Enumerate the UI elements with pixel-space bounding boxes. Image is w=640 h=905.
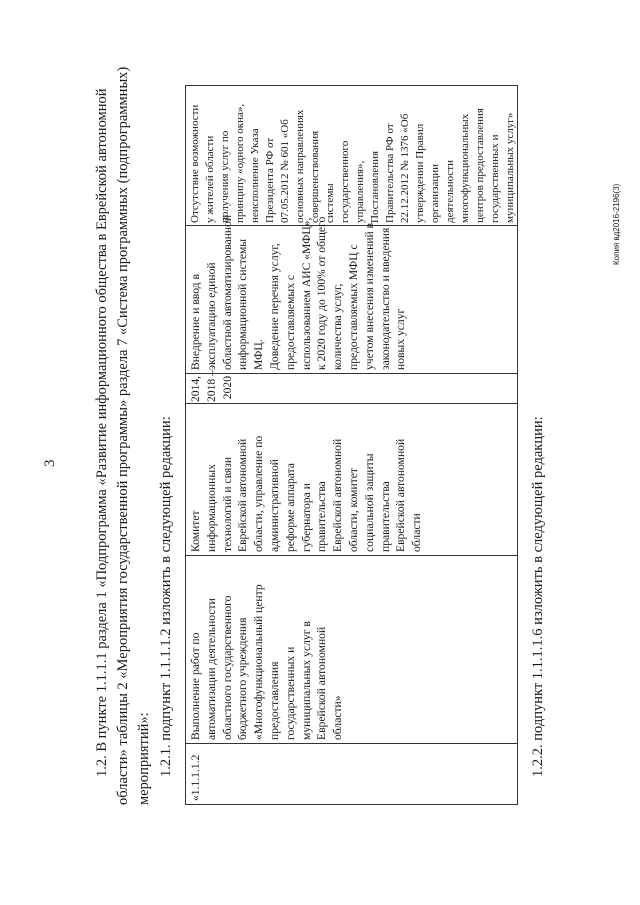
activity-line: Еврейской автономной xyxy=(315,626,329,740)
consequences-line: утверждении Правил xyxy=(414,123,426,223)
page-number: 3 xyxy=(42,459,58,467)
consequences-line: многофункциональных xyxy=(459,113,471,223)
result-line: эксплуатацию единой xyxy=(204,262,218,370)
executor-line: области, управление по xyxy=(252,435,266,552)
executor-line: Еврейской автономной xyxy=(236,438,250,552)
column-divider xyxy=(186,555,517,556)
cell-executor xyxy=(188,436,425,552)
paragraph-1-2-line-3: мероприятий»: xyxy=(136,712,152,805)
result-line: предоставляемых с xyxy=(283,274,297,370)
consequences-line: 07.05.2012 № 601 «Об xyxy=(279,119,291,223)
activity-line: области» xyxy=(331,695,345,740)
consequences-line: Отсутствие возможности xyxy=(189,104,201,223)
paragraph-1-2-line-2: области» таблицы 2 «Мероприятия государственной программы» раздела 7 «Система программных (подпрограммных) xyxy=(115,66,131,805)
cell-number: «1.1.1.1.2 xyxy=(189,754,202,801)
executor-line: реформе аппарата xyxy=(283,463,297,552)
years-line: 2018 – xyxy=(204,370,218,402)
activity-line: предоставления xyxy=(267,661,281,740)
cell-years xyxy=(188,370,235,402)
consequences-line: государственного xyxy=(339,140,351,223)
cell-result xyxy=(188,215,409,370)
measures-table xyxy=(185,85,518,805)
executor-line: информационных xyxy=(204,464,218,552)
activity-line: государственных и xyxy=(283,646,297,740)
executor-line: административной xyxy=(267,459,281,552)
column-divider xyxy=(186,743,517,744)
consequences-line: основных направлениях xyxy=(294,109,306,223)
years-line: 2020 xyxy=(220,376,234,400)
activity-line: «Многофункциональный центр xyxy=(252,584,266,740)
years-line: 2014, xyxy=(189,375,202,402)
consequences-line: Правительства РФ от xyxy=(384,123,396,223)
consequences-line: получения услуг по xyxy=(219,130,231,223)
consequences-line: Постановления xyxy=(369,150,381,223)
executor-line: Комитет xyxy=(189,510,202,552)
cell-consequences xyxy=(188,104,518,223)
paragraph-1-2-1: 1.2.1. подпункт 1.1.1.1.2 изложить в следующей редакции: xyxy=(158,416,174,777)
result-line: использованием АИС «МФЦ», xyxy=(299,217,313,370)
consequences-line: у жителей области xyxy=(204,135,216,223)
consequences-line: муниципальных услуг» xyxy=(504,112,516,223)
consequences-line: системы xyxy=(324,183,336,223)
executor-line: правительства xyxy=(315,481,329,552)
executor-line: губернатора и xyxy=(299,483,313,552)
consequences-line: центров предоставления xyxy=(474,108,486,223)
executor-line: технологий и связи xyxy=(220,456,234,552)
consequences-line: неисполнение Указа xyxy=(249,128,261,223)
result-line: Доведение перечня услуг, xyxy=(267,243,281,370)
consequences-line: деятельности xyxy=(444,160,456,223)
cell-activity xyxy=(188,584,346,740)
consequences-line: управления», xyxy=(354,160,366,223)
column-divider xyxy=(186,373,517,374)
executor-line: Еврейской автономной xyxy=(331,438,345,552)
result-line: информационной системы xyxy=(236,238,250,370)
executor-line: правительства xyxy=(378,481,392,552)
result-line: количества услуг, xyxy=(331,283,345,370)
column-divider xyxy=(186,403,517,404)
paragraph-1-2-2: 1.2.2. подпункт 1.1.1.1.6 изложить в следующей редакции: xyxy=(530,416,546,777)
result-line: к 2020 году до 100% от общего xyxy=(315,216,329,370)
executor-line: области, комитет xyxy=(346,468,360,552)
result-line: новых услуг xyxy=(394,308,408,370)
consequences-line: Президента РФ от xyxy=(264,137,276,223)
result-line: МФЦ. xyxy=(252,339,266,370)
consequences-line: принципу «одного окна», xyxy=(234,103,246,223)
result-line: предоставляемых МФЦ с xyxy=(346,244,360,370)
consequences-line: совершенствования xyxy=(309,130,321,223)
consequences-line: государственных и xyxy=(489,134,501,223)
activity-line: Выполнение работ по xyxy=(189,632,202,740)
executor-line: Еврейской автономной xyxy=(394,438,408,552)
activity-line: областного государственного xyxy=(220,595,234,740)
consequences-line: организации xyxy=(429,163,441,223)
result-line: Внедрение и ввод в xyxy=(189,274,202,370)
activity-line: автоматизации деятельности xyxy=(204,598,218,740)
executor-line: области xyxy=(410,513,424,552)
result-line: учетом внесения изменений в xyxy=(362,222,376,370)
result-line: областной автоматизированной xyxy=(220,214,234,370)
executor-line: социальной защиты xyxy=(362,453,376,552)
consequences-line: 22.12.2012 № 1376 «Об xyxy=(399,113,411,223)
result-line: законодательство и введения xyxy=(378,227,392,370)
activity-line: бюджетного учреждения xyxy=(236,617,250,740)
paragraph-1-2-line-1: 1.2. В пункте 1.1.1.1 раздела 1 «Подпрограмма «Развитие информационного общества в Еврейской автономной xyxy=(94,88,110,777)
copy-stamp: Копия вд2016-2196(3) xyxy=(612,183,621,265)
activity-line: муниципальных услуг в xyxy=(299,621,313,740)
